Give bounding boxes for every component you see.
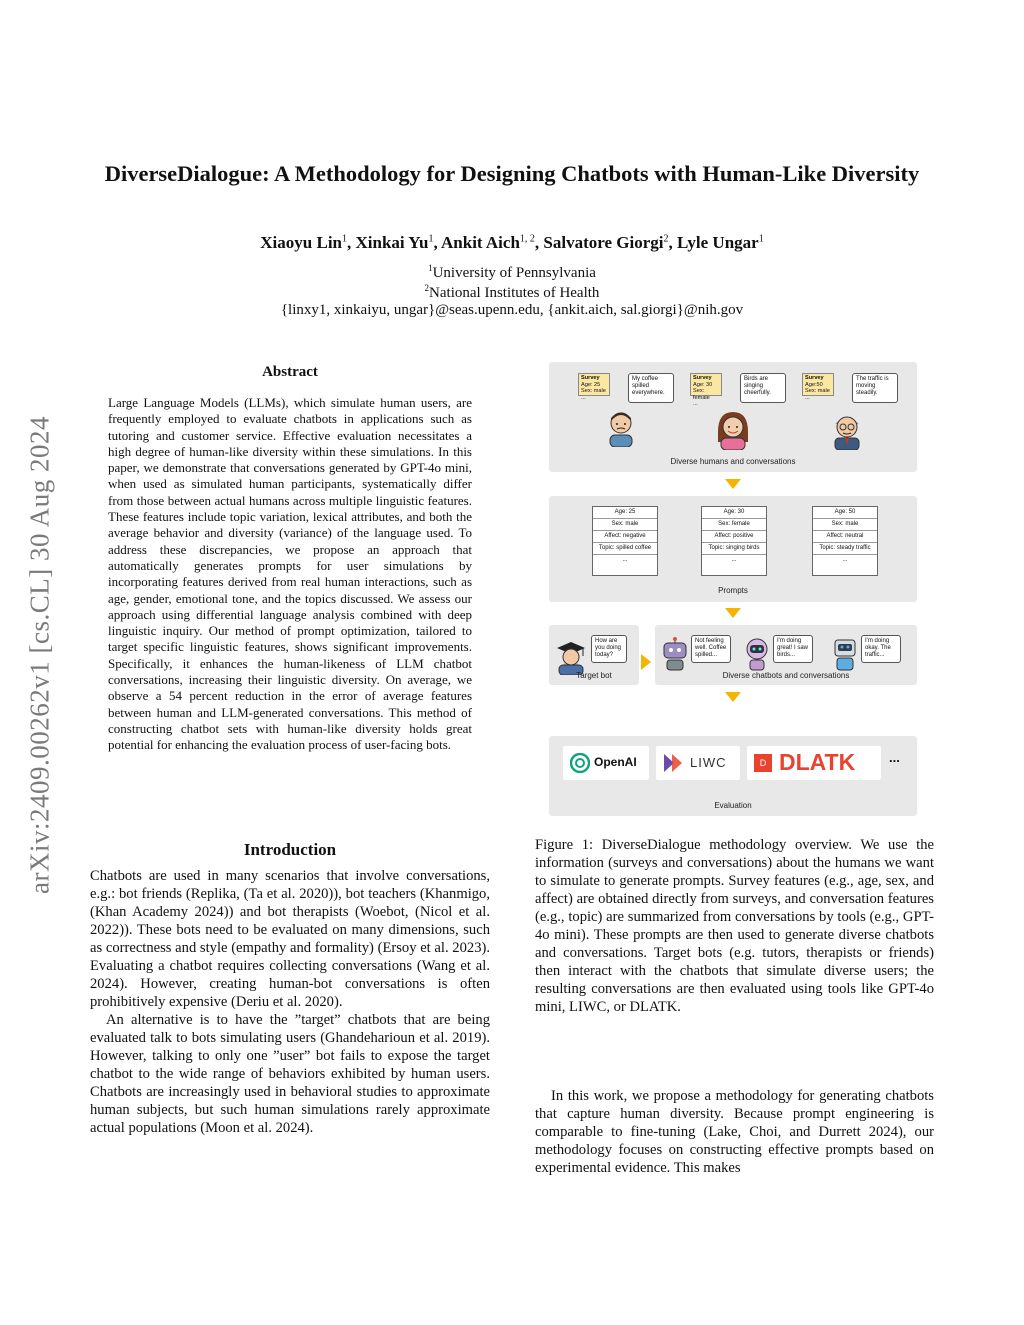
speech-bubble: Birds are singing cheerfully. — [740, 373, 786, 403]
person-man-young-icon — [604, 409, 638, 447]
prompt-topic: Topic: steady traffic — [813, 543, 877, 555]
prompt-card — [812, 506, 878, 576]
arxiv-sidebar-id — [10, 340, 70, 970]
survey-sex: Sex: male — [805, 388, 830, 394]
more-tools-ellipsis: ... — [889, 750, 900, 765]
affiliation-2: $^2$National Institutes of Health — [424, 283, 600, 301]
robot-1-icon — [661, 637, 689, 671]
author-name: Lyle Ungar — [677, 233, 759, 252]
survey-card — [578, 373, 610, 401]
panel-label-evaluation: Evaluation — [714, 801, 752, 810]
flow-arrow-right — [641, 654, 651, 670]
paper-title: DiverseDialogue: A Methodology for Designing Chatbots with Human-Like Diversity — [104, 161, 920, 186]
survey-more: ... — [581, 394, 586, 401]
dlatk-mark-icon: D — [754, 754, 772, 772]
liwc-mark-icon — [664, 754, 686, 772]
prompt-age: Age: 50 — [813, 507, 877, 519]
survey-title: Survey — [805, 375, 824, 381]
prompt-age: Age: 25 — [593, 507, 657, 519]
prompt-sex: Sex: female — [702, 519, 766, 531]
author-affil-marker: 1 — [428, 233, 434, 245]
author-name: Xiaoyu Lin — [260, 233, 343, 252]
affiliation-1: $^1$University of Pennsylvania — [428, 263, 596, 281]
flow-arrow-down — [725, 692, 741, 702]
prompt-more: ... — [731, 557, 737, 563]
abstract-heading: Abstract — [262, 364, 318, 380]
author-affil-marker: 1 — [758, 233, 764, 245]
liwc-logo — [656, 746, 740, 780]
author-name: Xinkai Yu — [355, 233, 429, 252]
arxiv-id-text: arXiv:2409.00262v1 [cs.CL] 30 Aug 2024 — [24, 416, 55, 894]
prompt-affect: Affect: positive — [702, 531, 766, 543]
flow-arrow-down — [725, 479, 741, 489]
prompt-sex: Sex: male — [593, 519, 657, 531]
openai-logo-text: OpenAI — [594, 755, 637, 769]
teacher-graduate-icon — [553, 639, 589, 675]
speech-bubble: My coffee spilled everywhere. — [628, 373, 674, 403]
prompt-topic: Topic: spilled coffee — [593, 543, 657, 555]
prompt-age: Age: 30 — [702, 507, 766, 519]
author-list: Xiaoyu Lin$^1$, Xinkai Yu$^1$, Ankit Aich$^{1, 2}$, Salvatore Giorgi$^2$, Lyle Ungar$^1$ — [260, 233, 764, 252]
flow-arrow-down — [725, 608, 741, 618]
survey-age: Age:50 — [805, 381, 823, 388]
prompt-card — [592, 506, 658, 576]
survey-sex: Sex: female — [693, 388, 710, 401]
author-affil-marker: 2 — [663, 233, 669, 245]
robot-2-icon — [743, 637, 771, 671]
prompt-more: ... — [842, 557, 848, 563]
bot-speech-bubble: I'm doing great! I saw birds... — [773, 635, 813, 663]
panel-diverse-humans — [549, 362, 917, 472]
prompt-sex: Sex: male — [813, 519, 877, 531]
survey-title: Survey — [581, 375, 600, 381]
author-affil-marker: 1, 2 — [519, 233, 535, 245]
panel-label-target: Target bot — [576, 671, 612, 680]
survey-age: Age: 25 — [581, 381, 601, 388]
figure-1 — [549, 362, 917, 817]
target-speech-bubble: How are you doing today? — [591, 635, 627, 663]
author-name: Salvatore Giorgi — [543, 233, 664, 252]
prompt-card — [701, 506, 767, 576]
survey-sex: Sex: male — [581, 388, 606, 394]
affiliation-2-text: National Institutes of Health — [429, 285, 600, 301]
survey-card — [690, 373, 722, 407]
person-woman-icon — [714, 410, 752, 450]
person-older-man-icon — [830, 410, 864, 450]
intro-paragraph-2: An alternative is to have the ”target” chatbots that are being evaluated talk to bots simulating users (Ghandeharioun et al. 2019). However, talking to only one ”user” bot fails to expose the target chatbot to the wide range of behaviors exhibited by human users. Chatbots are increasingly used in behavioral studies to approximate human subjects, but such human simulations rarely approximate actual populations (Moon et al. 2024). — [90, 1012, 490, 1136]
openai-logo — [563, 746, 649, 780]
dlatk-logo — [747, 746, 881, 780]
bot-speech-bubble: Not feeling well. Coffee spilled... — [691, 635, 731, 663]
survey-age: Age: 30 — [693, 381, 713, 388]
introduction-body — [90, 867, 490, 1137]
survey-card — [802, 373, 834, 401]
speech-bubble: The traffic is moving steadily. — [852, 373, 898, 403]
dlatk-logo-text: DLATK — [779, 749, 856, 775]
right-column-body — [535, 1087, 934, 1177]
robot-3-icon — [831, 637, 859, 671]
abstract-text: Large Language Models (LLMs), which simulate human users, are frequently employed to evaluate chatbots in applications such as tutoring and customer service. Effective evaluation necessitates a high degree of human-like diversity within these simulations. In this paper, we demonstrate that conversations generated by GPT-4o mini, when used as simulated human participants, systematically differ from those between actual humans across multiple linguistic features. These features include topic variation, lexical attributes, and both the average behavior and diversity (variance) of the language used. To address these discrepancies, we propose an approach that automatically generates prompts for user simulations by incorporating features derived from real human interactions, such as age, gender, emotional tone, and the topics discussed. We assess our approach using differential language analysis combined with deep linguistic inquiry. Our method of prompt optimization, tailored to target specific linguistic features, shows significant improvements. Specifically, it enhances the human-likeness of LLM chatbot conversations, increasing their linguistic diversity. On average, we observe a 54 percent reduction in the error of average features between human and LLM-generated conversations. This method of constructing chatbot sets with human-like diversity holds great potential for enhancing the evaluation process of user-facing bots. — [108, 395, 472, 753]
prompt-topic: Topic: singing birds — [702, 543, 766, 555]
panel-label-chatbots: Diverse chatbots and conversations — [722, 671, 850, 680]
panel-diverse-chatbots — [655, 625, 917, 685]
introduction-heading: Introduction — [243, 840, 337, 859]
intro-paragraph-1: Chatbots are used in many scenarios that involve conversations, e.g.: bot friends (Replika, (Ta et al. 2020)), bot teachers (Khanmigo, (Khan Academy 2024)) and bot therapists (Woebot, (Nicol et al. 2022)). These bots need to be evaluated on many dimensions, such as correctness and style (empathy and formality) (Ersoy et al. 2023). Evaluating a chatbot requires collecting conversations (Wang et al. 2024). However, creating human-bot conversations is often prohibitively expensive (Deriu et al. 2020). — [90, 868, 490, 1010]
prompt-affect: Affect: neutral — [813, 531, 877, 543]
prompt-more: ... — [622, 557, 628, 563]
liwc-logo-text: LIWC — [690, 755, 727, 770]
panel-prompts — [549, 496, 917, 602]
survey-more: ... — [693, 401, 698, 407]
panel-label-humans: Diverse humans and conversations — [670, 457, 796, 466]
figure-caption: Figure 1: DiverseDialogue methodology overview. We use the information (surveys and conversations) about the humans we want to simulate to generate prompts. Survey features (e.g., age, sex, and affect) are obtained directly from surveys, and conversation features (e.g., topic) are summarized from conversations by tools (e.g., GPT-4o mini). These prompts are then used to generate diverse chatbots and conversations. Target bots (e.g. tutors, therapists or friends) then interact with the chatbots that simulate diverse users; the resulting conversations are then evaluated using tools like GPT-4o mini, LIWC, or DLATK. — [535, 837, 934, 1015]
panel-target-bot — [549, 625, 639, 685]
survey-title: Survey — [693, 375, 712, 381]
author-affil-marker: 1 — [342, 233, 348, 245]
author-name: Ankit Aich — [441, 233, 520, 252]
panel-evaluation — [549, 736, 917, 816]
bot-speech-bubble: I'm doing okay. The traffic... — [861, 635, 901, 663]
prompt-affect: Affect: negative — [593, 531, 657, 543]
body-paragraph: In this work, we propose a methodology for generating chatbots that capture human diversity. Because prompt engineering is comparable to fine-tuning (Lake, Choi, and Durrett 2024), our methodology focuses on constructing effective prompts based on experimental evidence. This makes — [535, 1088, 934, 1176]
panel-label-prompts: Prompts — [718, 586, 748, 595]
author-emails: {linxy1, xinkaiyu, ungar}@seas.upenn.edu, {ankit.aich, sal.giorgi}@nih.gov — [280, 302, 744, 318]
openai-mark-icon — [570, 753, 590, 773]
affiliation-1-text: University of Pennsylvania — [432, 265, 596, 281]
survey-more: ... — [805, 394, 810, 401]
